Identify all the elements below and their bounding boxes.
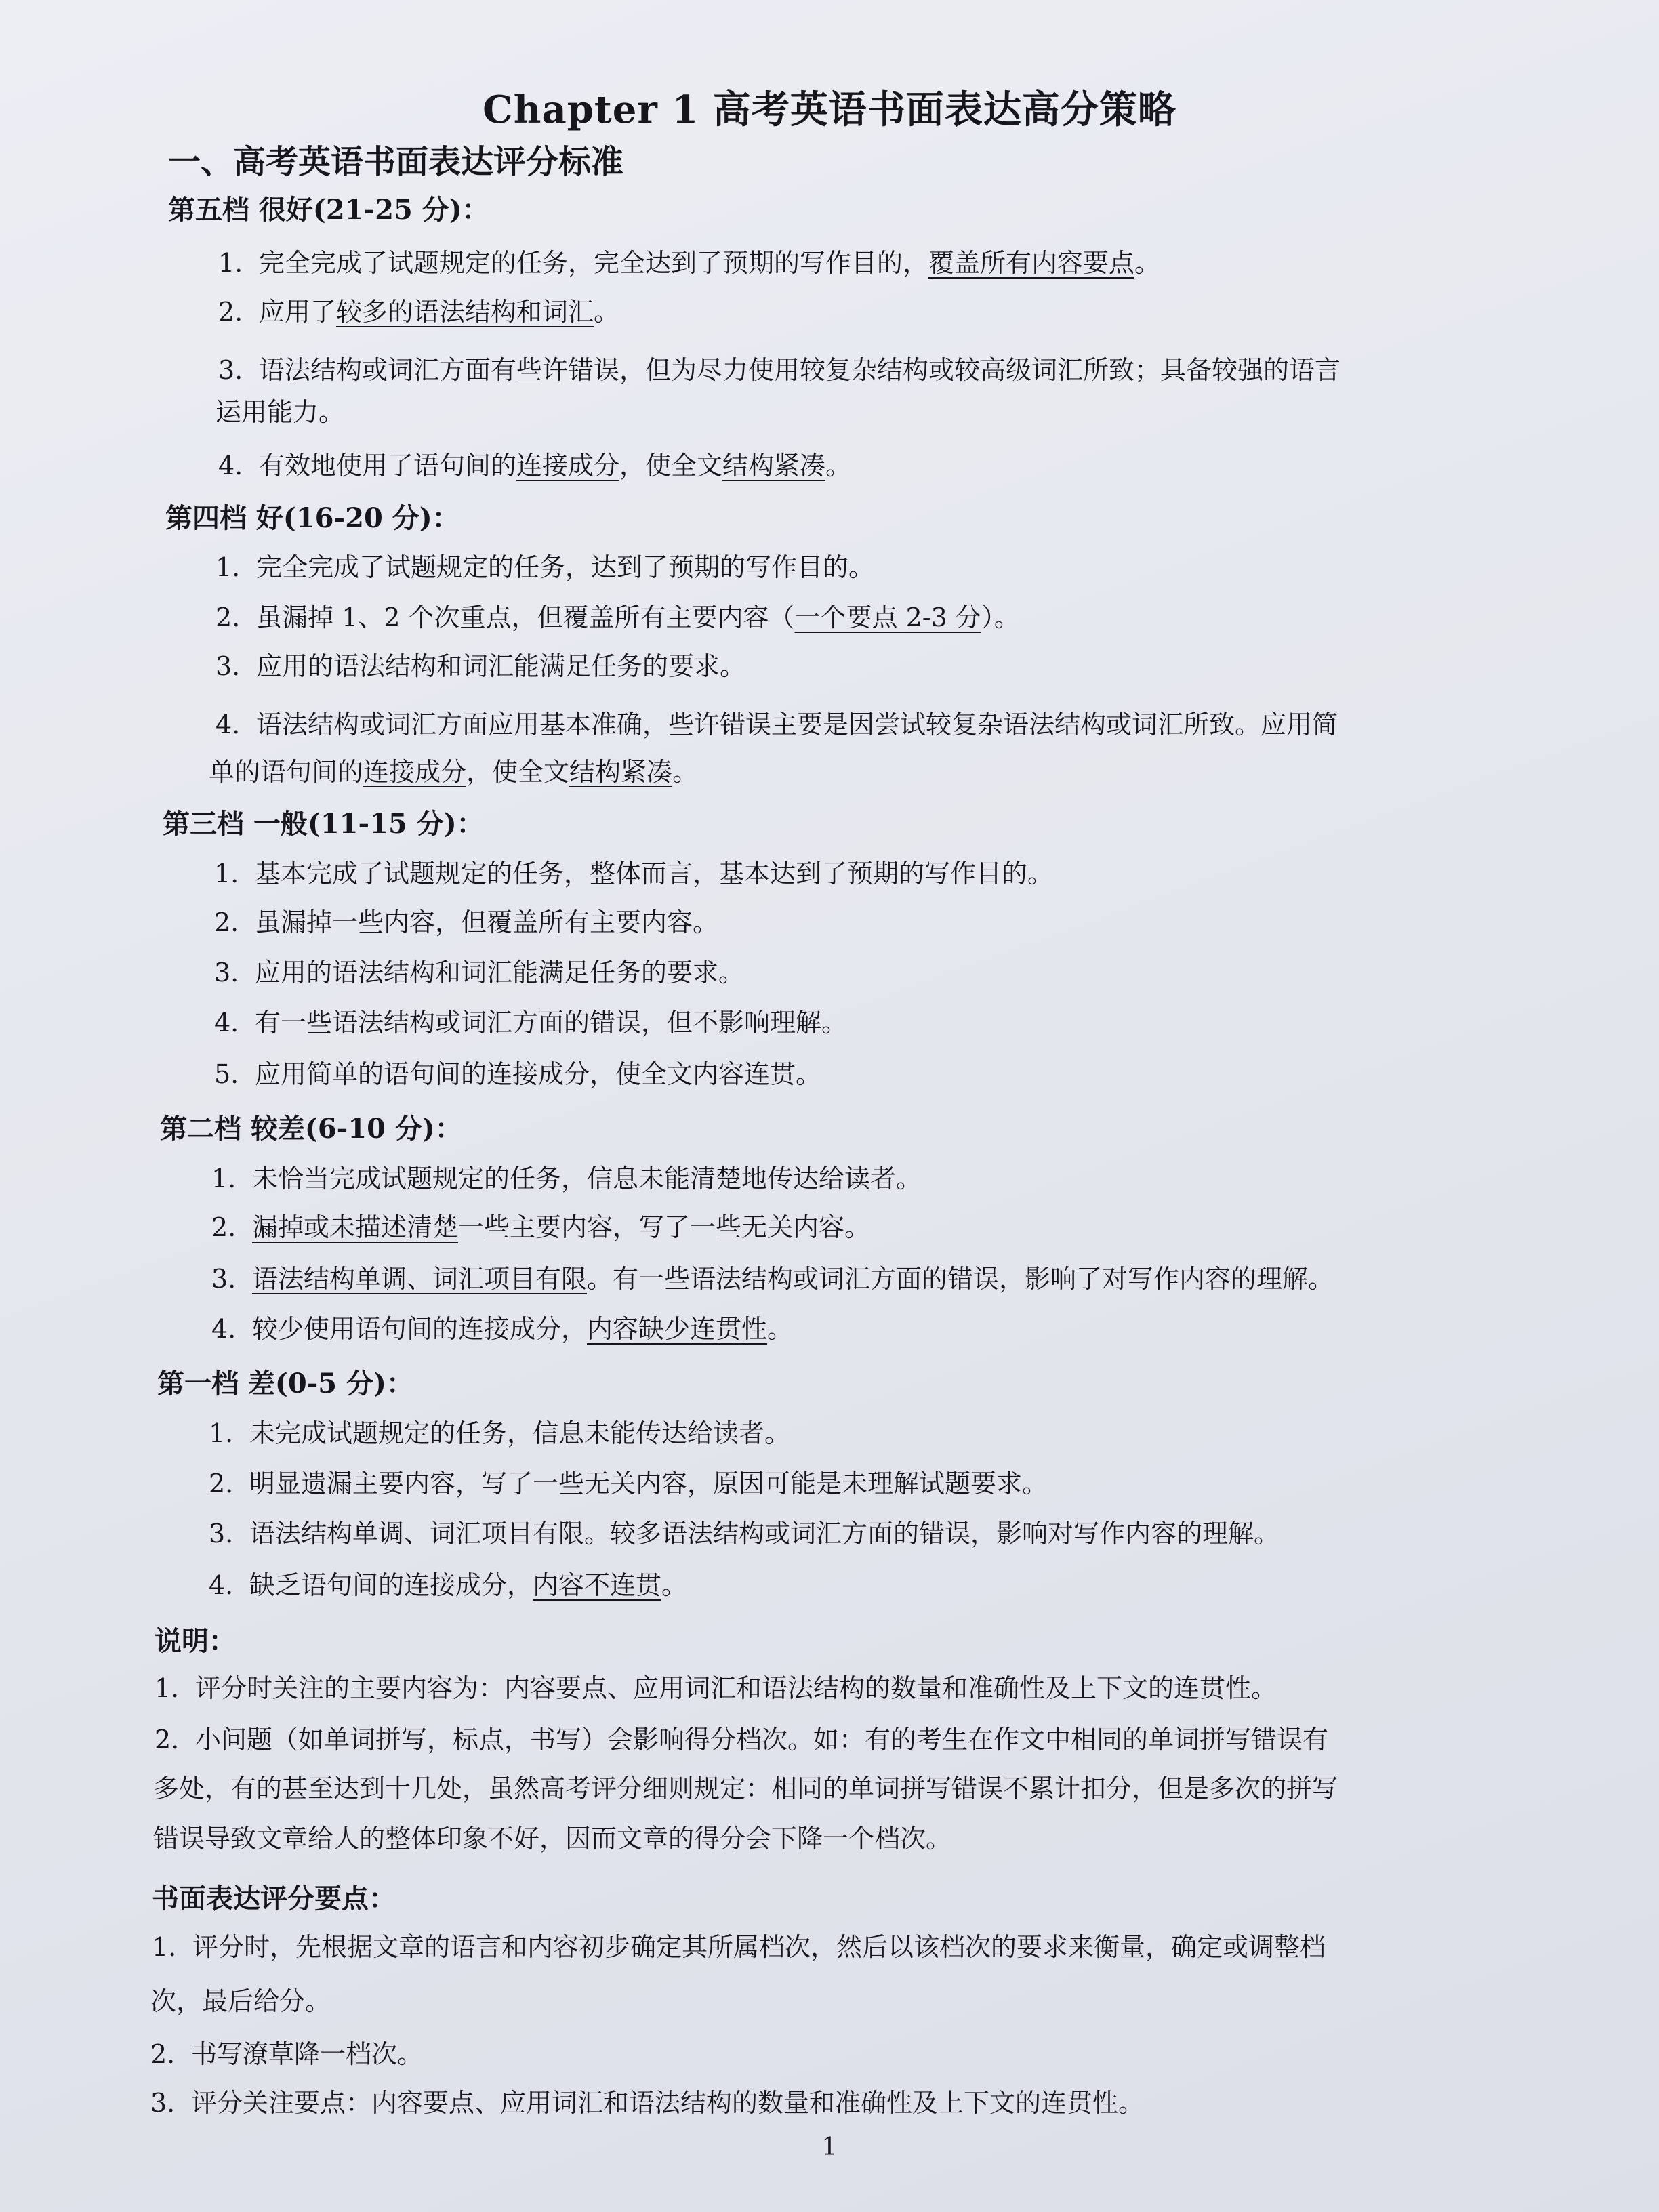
grade-5-item-3: 3. 语法结构或词汇方面有些许错误，但为尽力使用较复杂结构或较高级词汇所致；具备较强的语言 (218, 355, 1341, 385)
grade-1-item-1: 1. 未完成试题规定的任务，信息未能传达给读者。 (209, 1418, 791, 1448)
grade-2-item-2: 2. 漏掉或未描述清楚一些主要内容，写了一些无关内容。 (211, 1212, 871, 1242)
grade-2-item-4: 4. 较少使用语句间的连接成分，内容缺少连贯性。 (211, 1314, 794, 1344)
grade-1-item-2: 2. 明显遗漏主要内容，写了一些无关内容，原因可能是未理解试题要求。 (209, 1469, 1048, 1498)
grade-5-item-2: 2. 应用了较多的语法结构和词汇。 (218, 297, 620, 327)
grade-1-item-3: 3. 语法结构单调、词汇项目有限。较多语法结构或词汇方面的错误，影响对写作内容的理解。 (209, 1519, 1280, 1549)
note-item-2: 2. 小问题（如单词拼写，标点，书写）会影响得分档次。如：有的考生在作文中相同的单词拼写错误有 (155, 1725, 1329, 1755)
key-point-2: 2. 书写潦草降一档次。 (150, 2039, 424, 2069)
grade-4-item-1: 1. 完全完成了试题规定的任务，达到了预期的写作目的。 (216, 552, 875, 582)
grade-5-item-1: 1. 完全完成了试题规定的任务，完全达到了预期的写作目的，覆盖所有内容要点。 (218, 248, 1161, 278)
note-item-1: 1. 评分时关注的主要内容为：内容要点、应用词汇和语法结构的数量和准确性及上下文的连贯性。 (155, 1673, 1277, 1703)
grade-5-item-4: 4. 有效地使用了语句间的连接成分，使全文结构紧凑。 (218, 451, 852, 480)
grade-3-item-4: 4. 有一些语法结构或词汇方面的错误，但不影响理解。 (214, 1008, 848, 1038)
note-item-2-cont-1: 多处，有的甚至达到十几处，虽然高考评分细则规定：相同的单词拼写错误不累计扣分，但是多次的拼写 (153, 1774, 1338, 1803)
grade-1-title: 第一档 差(0-5 分)： (157, 1368, 413, 1399)
chapter-title: Chapter 1 高考英语书面表达高分策略 (483, 87, 1176, 132)
grade-5-item-3-cont: 运用能力。 (216, 397, 345, 427)
grade-3-item-3: 3. 应用的语法结构和词汇能满足任务的要求。 (214, 958, 745, 987)
page-number: 1 (821, 2133, 838, 2161)
grade-3-item-5: 5. 应用简单的语句间的连接成分，使全文内容连贯。 (214, 1059, 822, 1089)
grade-2-item-1: 1. 未恰当完成试题规定的任务，信息未能清楚地传达给读者。 (211, 1164, 922, 1193)
notes-title: 说明： (155, 1625, 236, 1657)
key-point-1: 1. 评分时，先根据文章的语言和内容初步确定其所属档次，然后以该档次的要求来衡量，确定或调整档 (152, 1932, 1326, 1962)
grade-3-item-2: 2. 虽漏掉一些内容，但覆盖所有主要内容。 (214, 907, 719, 937)
section-title: 一、高考英语书面表达评分标准 (168, 143, 624, 181)
grade-4-item-2: 2. 虽漏掉 1、2 个次重点，但覆盖所有主要内容（一个要点 2-3 分）。 (216, 602, 1020, 632)
key-point-3: 3. 评分关注要点：内容要点、应用词汇和语法结构的数量和准确性及上下文的连贯性。 (150, 2088, 1145, 2118)
grade-4-title: 第四档 好(16-20 分)： (165, 502, 459, 534)
grade-4-item-3: 3. 应用的语法结构和词汇能满足任务的要求。 (216, 651, 746, 681)
grade-3-title: 第三档 一般(11-15 分)： (163, 808, 484, 840)
grade-2-item-3: 3. 语法结构单调、词汇项目有限。有一些语法结构或词汇方面的错误，影响了对写作内容的理解。 (211, 1264, 1334, 1294)
key-points-title: 书面表达评分要点： (152, 1883, 396, 1914)
grade-2-title: 第二档 较差(6-10 分)： (160, 1113, 462, 1145)
grade-1-item-4: 4. 缺乏语句间的连接成分，内容不连贯。 (209, 1570, 688, 1600)
grade-3-item-1: 1. 基本完成了试题规定的任务，整体而言，基本达到了预期的写作目的。 (214, 859, 1054, 888)
grade-5-title: 第五档 很好(21-25 分)： (168, 194, 489, 226)
key-point-1-cont: 次，最后给分。 (150, 1986, 331, 2016)
note-item-2-cont-2: 错误导致文章给人的整体印象不好，因而文章的得分会下降一个档次。 (153, 1824, 952, 1853)
grade-4-item-4-cont: 单的语句间的连接成分，使全文结构紧凑。 (209, 757, 699, 787)
grade-4-item-4: 4. 语法结构或词汇方面应用基本准确，些许错误主要是因尝试较复杂语法结构或词汇所致。应用简 (216, 710, 1338, 739)
